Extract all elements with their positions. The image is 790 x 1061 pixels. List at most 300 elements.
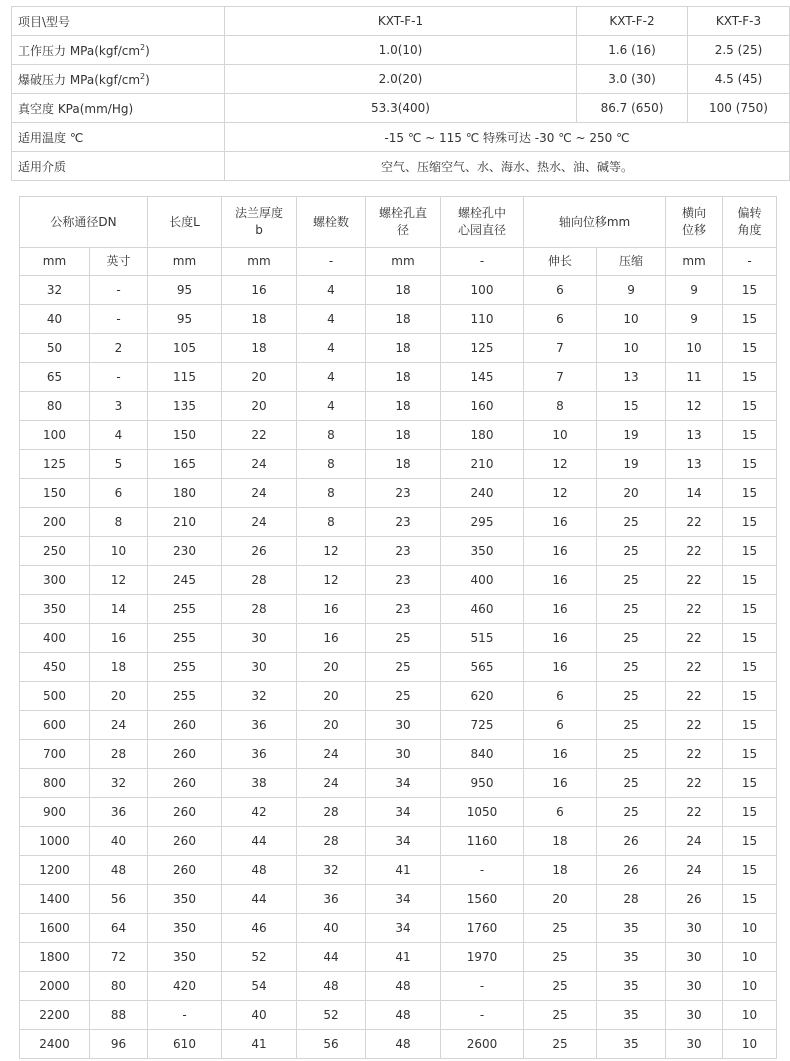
table-cell: 30 [666, 943, 723, 972]
table-cell: 34 [366, 769, 441, 798]
table-row [20, 595, 777, 624]
table-cell: 35 [597, 943, 666, 972]
table-cell: 10 [524, 421, 597, 450]
spec-row-label: 工作压力 $MPa(kgf/cm^2)$ [12, 36, 225, 65]
table-row [20, 305, 777, 334]
table-cell: 15 [723, 856, 777, 885]
table-cell: 1160 [441, 827, 524, 856]
table-cell: 65 [20, 363, 90, 392]
table-cell: 420 [148, 972, 222, 1001]
dim-header-angle: 偏转 角度 [723, 197, 777, 248]
table-cell: 110 [441, 305, 524, 334]
table-cell: 18 [524, 856, 597, 885]
table-cell: 23 [366, 479, 441, 508]
table-cell: 34 [366, 885, 441, 914]
dim-unit: - [723, 248, 777, 276]
table-cell: 150 [148, 421, 222, 450]
table-cell: 10 [597, 334, 666, 363]
table-cell: 25 [597, 798, 666, 827]
table-cell: 48 [297, 972, 366, 1001]
table-cell: 260 [148, 827, 222, 856]
dim-header-bolts: 螺栓数 [297, 197, 366, 248]
table-cell: 15 [723, 479, 777, 508]
table-cell: 1760 [441, 914, 524, 943]
table-cell: 210 [148, 508, 222, 537]
spec-value: 2.0(20) [225, 65, 577, 94]
table-cell: 36 [297, 885, 366, 914]
table-cell: 18 [366, 392, 441, 421]
table-cell: 30 [222, 624, 297, 653]
table-cell: 25 [524, 914, 597, 943]
table-cell: 12 [524, 479, 597, 508]
table-cell: 350 [441, 537, 524, 566]
table-cell: 35 [597, 1001, 666, 1030]
table-cell: 48 [90, 856, 148, 885]
table-cell: 2 [90, 334, 148, 363]
table-cell: - [90, 363, 148, 392]
table-cell: 20 [297, 711, 366, 740]
table-cell: 35 [597, 972, 666, 1001]
table-cell: 35 [597, 1030, 666, 1059]
table-cell: 9 [597, 276, 666, 305]
table-cell: 52 [222, 943, 297, 972]
table-cell: 10 [723, 1001, 777, 1030]
table-cell: 180 [441, 421, 524, 450]
table-cell: 300 [20, 566, 90, 595]
table-cell: 15 [723, 769, 777, 798]
table-cell: 1000 [20, 827, 90, 856]
dim-header-flange: 法兰厚度 b [222, 197, 297, 248]
table-cell: 20 [297, 653, 366, 682]
table-cell: 26 [666, 885, 723, 914]
table-cell: 350 [148, 914, 222, 943]
table-cell: 15 [723, 885, 777, 914]
table-cell: 12 [666, 392, 723, 421]
table-cell: 22 [666, 798, 723, 827]
table-cell: 42 [222, 798, 297, 827]
table-cell: 15 [723, 508, 777, 537]
spec-value: -15 ℃ ~ 115 ℃ 特殊可达 -30 ℃ ~ 250 ℃ [225, 123, 790, 152]
table-cell: 1970 [441, 943, 524, 972]
table-cell: 25 [366, 653, 441, 682]
table-cell: 15 [723, 798, 777, 827]
table-cell: 230 [148, 537, 222, 566]
table-cell: 25 [366, 682, 441, 711]
table-cell: 15 [723, 740, 777, 769]
table-cell: 24 [666, 827, 723, 856]
table-cell: 15 [723, 276, 777, 305]
table-cell: 34 [366, 914, 441, 943]
table-row [20, 798, 777, 827]
table-cell: - [90, 305, 148, 334]
table-cell: 15 [723, 392, 777, 421]
table-cell: 22 [666, 653, 723, 682]
spec-row-vacuum [12, 94, 790, 123]
table-cell: 7 [524, 363, 597, 392]
table-row [20, 392, 777, 421]
table-cell: 26 [597, 856, 666, 885]
spec-header-model-2: KXT-F-2 [577, 7, 688, 36]
table-cell: 610 [148, 1030, 222, 1059]
table-cell: - [441, 972, 524, 1001]
table-cell: 620 [441, 682, 524, 711]
table-cell: 30 [366, 740, 441, 769]
table-row [20, 943, 777, 972]
table-row [20, 856, 777, 885]
table-cell: 40 [297, 914, 366, 943]
spec-value: 53.3(400) [225, 94, 577, 123]
table-cell: 15 [723, 305, 777, 334]
table-cell: 96 [90, 1030, 148, 1059]
dim-unit: mm [222, 248, 297, 276]
table-row [20, 450, 777, 479]
table-cell: 46 [222, 914, 297, 943]
table-cell: 8 [297, 508, 366, 537]
table-cell: 28 [297, 827, 366, 856]
table-cell: 18 [366, 421, 441, 450]
table-cell: 500 [20, 682, 90, 711]
table-cell: 23 [366, 566, 441, 595]
spec-header-label: 项目\型号 [12, 7, 225, 36]
table-cell: 350 [20, 595, 90, 624]
table-cell: 16 [524, 624, 597, 653]
table-cell: - [441, 856, 524, 885]
table-cell: 56 [90, 885, 148, 914]
spec-table [11, 6, 790, 181]
table-cell: 56 [297, 1030, 366, 1059]
table-row [20, 711, 777, 740]
table-cell: 38 [222, 769, 297, 798]
dim-unit: mm [666, 248, 723, 276]
table-cell: 80 [20, 392, 90, 421]
table-cell: 15 [597, 392, 666, 421]
table-cell: 180 [148, 479, 222, 508]
table-cell: 20 [597, 479, 666, 508]
table-cell: 23 [366, 508, 441, 537]
table-cell: 34 [366, 798, 441, 827]
table-row [20, 1030, 777, 1059]
table-cell: 22 [666, 682, 723, 711]
dim-header-circle: 螺栓孔中 心园直径 [441, 197, 524, 248]
table-cell: 400 [441, 566, 524, 595]
table-row [20, 1001, 777, 1030]
spec-row-burst-pressure [12, 65, 790, 94]
table-cell: 50 [20, 334, 90, 363]
table-cell: 22 [666, 711, 723, 740]
table-cell: 88 [90, 1001, 148, 1030]
table-cell: 41 [366, 856, 441, 885]
table-row [20, 653, 777, 682]
table-cell: 44 [222, 827, 297, 856]
table-cell: 16 [297, 595, 366, 624]
table-cell: 6 [524, 305, 597, 334]
table-cell: 32 [297, 856, 366, 885]
table-cell: 16 [222, 276, 297, 305]
table-row [20, 914, 777, 943]
table-cell: 1400 [20, 885, 90, 914]
table-cell: 23 [366, 537, 441, 566]
table-cell: 28 [222, 566, 297, 595]
table-cell: 260 [148, 798, 222, 827]
table-cell: 800 [20, 769, 90, 798]
table-cell: 16 [90, 624, 148, 653]
dim-unit: mm [366, 248, 441, 276]
table-cell: 260 [148, 769, 222, 798]
table-cell: 565 [441, 653, 524, 682]
table-cell: 135 [148, 392, 222, 421]
table-cell: 2200 [20, 1001, 90, 1030]
table-cell: 30 [366, 711, 441, 740]
table-cell: 25 [597, 624, 666, 653]
table-cell: 150 [20, 479, 90, 508]
table-cell: 25 [524, 1001, 597, 1030]
dimension-table [19, 196, 777, 1059]
table-cell: 40 [222, 1001, 297, 1030]
table-cell: 25 [366, 624, 441, 653]
table-cell: 32 [90, 769, 148, 798]
spec-header-model-3: KXT-F-3 [688, 7, 790, 36]
spec-row-label: 真空度 KPa(mm/Hg) [12, 94, 225, 123]
table-cell: 6 [524, 711, 597, 740]
table-cell: 11 [666, 363, 723, 392]
table-cell: 25 [597, 508, 666, 537]
table-cell: 18 [366, 363, 441, 392]
table-cell: 13 [597, 363, 666, 392]
table-cell: 15 [723, 363, 777, 392]
dim-unit: 伸长 [524, 248, 597, 276]
table-cell: 115 [148, 363, 222, 392]
table-cell: 3 [90, 392, 148, 421]
table-cell: 16 [524, 769, 597, 798]
table-cell: 22 [666, 537, 723, 566]
table-row [20, 276, 777, 305]
table-cell: 30 [222, 653, 297, 682]
table-cell: 15 [723, 624, 777, 653]
table-cell: 19 [597, 421, 666, 450]
table-cell: 600 [20, 711, 90, 740]
spec-row-label: 适用温度 ℃ [12, 123, 225, 152]
spec-row-medium [12, 152, 790, 181]
dim-header-row [20, 197, 777, 248]
table-cell: 26 [597, 827, 666, 856]
table-cell: 25 [597, 740, 666, 769]
table-cell: 10 [666, 334, 723, 363]
table-cell: 25 [524, 972, 597, 1001]
table-cell: - [148, 1001, 222, 1030]
table-cell: 295 [441, 508, 524, 537]
spec-value: 100 (750) [688, 94, 790, 123]
table-row [20, 827, 777, 856]
table-cell: 15 [723, 595, 777, 624]
table-cell: 35 [597, 914, 666, 943]
table-cell: 14 [90, 595, 148, 624]
table-cell: 22 [666, 740, 723, 769]
dim-header-axial: 轴向位移mm [524, 197, 666, 248]
table-cell: 24 [666, 856, 723, 885]
table-cell: 15 [723, 653, 777, 682]
table-cell: 1050 [441, 798, 524, 827]
table-cell: 15 [723, 566, 777, 595]
table-cell: 48 [366, 972, 441, 1001]
table-row [20, 972, 777, 1001]
table-cell: 250 [20, 537, 90, 566]
table-cell: 12 [524, 450, 597, 479]
table-cell: 12 [90, 566, 148, 595]
table-cell: 1600 [20, 914, 90, 943]
table-cell: 260 [148, 711, 222, 740]
table-cell: 25 [524, 943, 597, 972]
table-cell: 12 [297, 537, 366, 566]
table-cell: 72 [90, 943, 148, 972]
table-cell: 255 [148, 624, 222, 653]
table-cell: 9 [666, 276, 723, 305]
table-cell: 16 [524, 740, 597, 769]
table-cell: 255 [148, 682, 222, 711]
table-cell: 64 [90, 914, 148, 943]
table-cell: 41 [222, 1030, 297, 1059]
table-cell: 15 [723, 827, 777, 856]
table-cell: 54 [222, 972, 297, 1001]
table-row [20, 537, 777, 566]
dim-unit: mm [148, 248, 222, 276]
table-cell: 44 [297, 943, 366, 972]
table-cell: 22 [666, 624, 723, 653]
table-cell: 20 [90, 682, 148, 711]
dim-units-row [20, 248, 777, 276]
table-row [20, 566, 777, 595]
table-cell: 14 [666, 479, 723, 508]
table-cell: 8 [297, 450, 366, 479]
table-cell: 16 [524, 595, 597, 624]
table-cell: 6 [524, 682, 597, 711]
table-cell: 145 [441, 363, 524, 392]
table-cell: 16 [524, 508, 597, 537]
dim-header-lateral: 横向 位移 [666, 197, 723, 248]
table-cell: 4 [297, 363, 366, 392]
table-cell: 22 [666, 595, 723, 624]
table-cell: 15 [723, 334, 777, 363]
table-cell: 160 [441, 392, 524, 421]
table-cell: 18 [222, 305, 297, 334]
table-cell: 24 [90, 711, 148, 740]
table-cell: 15 [723, 450, 777, 479]
table-cell: 15 [723, 711, 777, 740]
table-cell: 48 [366, 1001, 441, 1030]
table-cell: 20 [524, 885, 597, 914]
table-cell: 700 [20, 740, 90, 769]
table-cell: 1200 [20, 856, 90, 885]
table-cell: 24 [222, 450, 297, 479]
table-cell: 95 [148, 305, 222, 334]
table-cell: 840 [441, 740, 524, 769]
table-row [20, 624, 777, 653]
table-cell: 36 [90, 798, 148, 827]
table-cell: 20 [297, 682, 366, 711]
table-cell: 95 [148, 276, 222, 305]
table-cell: 44 [222, 885, 297, 914]
dim-unit: 压缩 [597, 248, 666, 276]
table-cell: 350 [148, 943, 222, 972]
table-cell: 52 [297, 1001, 366, 1030]
table-cell: 400 [20, 624, 90, 653]
table-cell: 19 [597, 450, 666, 479]
table-cell: 240 [441, 479, 524, 508]
table-row [20, 769, 777, 798]
spec-header-row [12, 7, 790, 36]
table-cell: - [441, 1001, 524, 1030]
table-cell: 32 [20, 276, 90, 305]
table-cell: 18 [366, 334, 441, 363]
dim-unit: mm [20, 248, 90, 276]
dim-unit: 英寸 [90, 248, 148, 276]
spec-value: 1.6 (16) [577, 36, 688, 65]
table-cell: 41 [366, 943, 441, 972]
table-cell: 28 [297, 798, 366, 827]
table-row [20, 421, 777, 450]
table-cell: 10 [723, 1030, 777, 1059]
table-cell: 20 [222, 363, 297, 392]
table-cell: 25 [524, 1030, 597, 1059]
table-cell: 30 [666, 914, 723, 943]
dim-header-dn: 公称通径DN [20, 197, 148, 248]
table-cell: 24 [297, 740, 366, 769]
table-cell: 18 [90, 653, 148, 682]
table-cell: 6 [90, 479, 148, 508]
table-row [20, 334, 777, 363]
table-cell: 10 [723, 914, 777, 943]
table-cell: 18 [524, 827, 597, 856]
table-cell: 25 [597, 769, 666, 798]
spec-row-temperature [12, 123, 790, 152]
table-cell: 4 [297, 305, 366, 334]
table-cell: 725 [441, 711, 524, 740]
table-cell: 8 [297, 479, 366, 508]
table-row [20, 885, 777, 914]
table-cell: 40 [20, 305, 90, 334]
table-cell: 25 [597, 595, 666, 624]
table-cell: 25 [597, 653, 666, 682]
table-cell: 18 [366, 450, 441, 479]
table-cell: 28 [90, 740, 148, 769]
table-cell: 460 [441, 595, 524, 624]
spec-value: 86.7 (650) [577, 94, 688, 123]
spec-value: 2.5 (25) [688, 36, 790, 65]
table-cell: 16 [297, 624, 366, 653]
table-cell: 165 [148, 450, 222, 479]
table-cell: 950 [441, 769, 524, 798]
dim-unit: - [441, 248, 524, 276]
table-cell: 24 [297, 769, 366, 798]
table-cell: 15 [723, 682, 777, 711]
table-cell: 4 [297, 392, 366, 421]
spec-row-label: 爆破压力 $MPa(kgf/cm^2)$ [12, 65, 225, 94]
table-cell: 125 [20, 450, 90, 479]
table-cell: 1800 [20, 943, 90, 972]
table-cell: 450 [20, 653, 90, 682]
table-cell: 1560 [441, 885, 524, 914]
table-cell: 24 [222, 508, 297, 537]
table-row [20, 479, 777, 508]
table-cell: 16 [524, 566, 597, 595]
table-cell: 4 [297, 334, 366, 363]
table-cell: 2000 [20, 972, 90, 1001]
table-cell: - [90, 276, 148, 305]
table-cell: 15 [723, 421, 777, 450]
table-cell: 30 [666, 1030, 723, 1059]
table-cell: 200 [20, 508, 90, 537]
table-cell: 2600 [441, 1030, 524, 1059]
table-cell: 10 [90, 537, 148, 566]
